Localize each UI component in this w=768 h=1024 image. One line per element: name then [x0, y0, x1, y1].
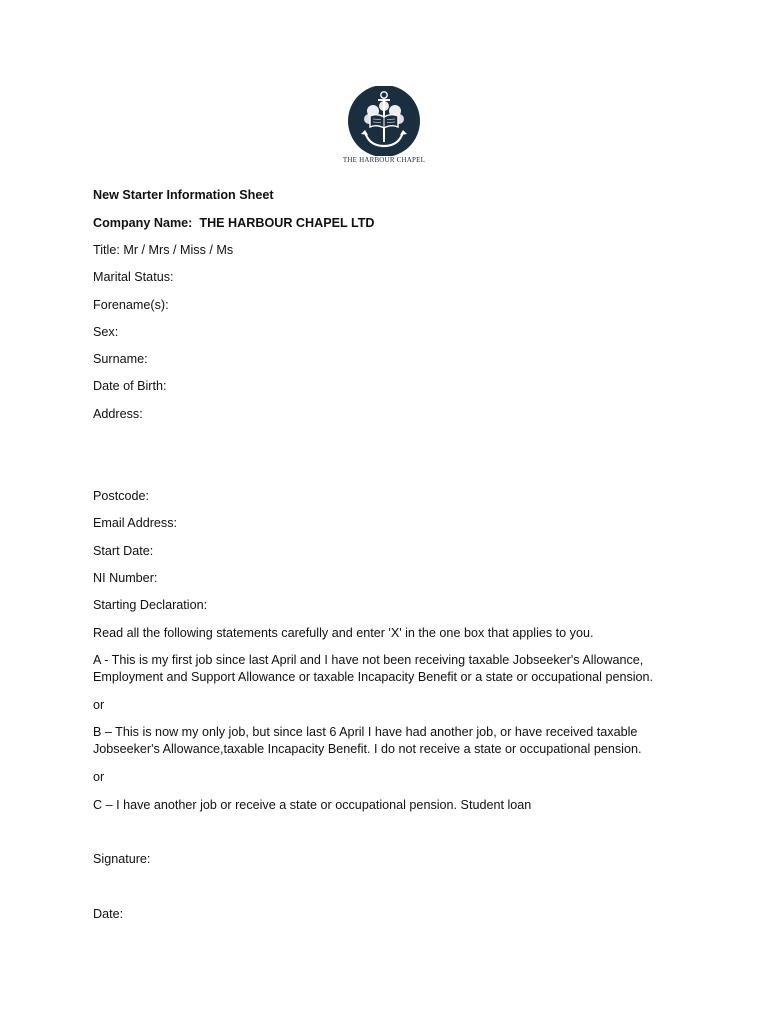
start-date-field: Start Date: [93, 544, 154, 558]
statement-a-line-2: Employment and Support Allowance or taxable Incapacity Benefit or a state or occupational pension. [93, 670, 654, 684]
starting-declaration-heading: Starting Declaration: [93, 598, 208, 612]
statement-b [93, 724, 693, 758]
or-separator-2: or [93, 770, 105, 784]
sex-field: Sex: [93, 325, 119, 339]
or-separator-1: or [93, 698, 105, 712]
statement-b-line-1: B – This is now my only job, but since last 6 April I have had another job, or have received taxable [93, 725, 638, 739]
anchor-emblem-icon [339, 86, 429, 156]
date-field: Date: [93, 907, 124, 921]
address-field: Address: [93, 407, 143, 421]
title-field: Title: Mr / Mrs / Miss / Ms [93, 243, 234, 257]
company-name-value: THE HARBOUR CHAPEL LTD [199, 216, 375, 230]
harbour-chapel-logo [339, 86, 429, 168]
surname-field: Surname: [93, 352, 148, 366]
declaration-instructions: Read all the following statements carefully and enter 'X' in the one box that applies to you. [93, 626, 594, 640]
company-name-line [93, 215, 375, 231]
document-title: New Starter Information Sheet [93, 188, 274, 202]
company-name-label: Company Name: [93, 216, 193, 230]
postcode-field: Postcode: [93, 489, 150, 503]
statement-a [93, 652, 693, 686]
signature-field: Signature: [93, 852, 151, 866]
date-of-birth-field: Date of Birth: [93, 379, 167, 393]
logo-caption: THE HARBOUR CHAPEL [342, 156, 426, 164]
marital-status-field: Marital Status: [93, 270, 174, 284]
email-address-field: Email Address: [93, 516, 177, 530]
forenames-field: Forename(s): [93, 298, 169, 312]
statement-c: C – I have another job or receive a state or occupational pension. Student loan [93, 798, 532, 812]
ni-number-field: NI Number: [93, 571, 158, 585]
statement-b-line-2: Jobseeker's Allowance,taxable Incapacity Benefit. I do not receive a state or occupational pension. [93, 742, 642, 756]
statement-a-line-1: A - This is my first job since last April and I have not been receiving taxable Jobseeker's Allowance, [93, 653, 644, 667]
